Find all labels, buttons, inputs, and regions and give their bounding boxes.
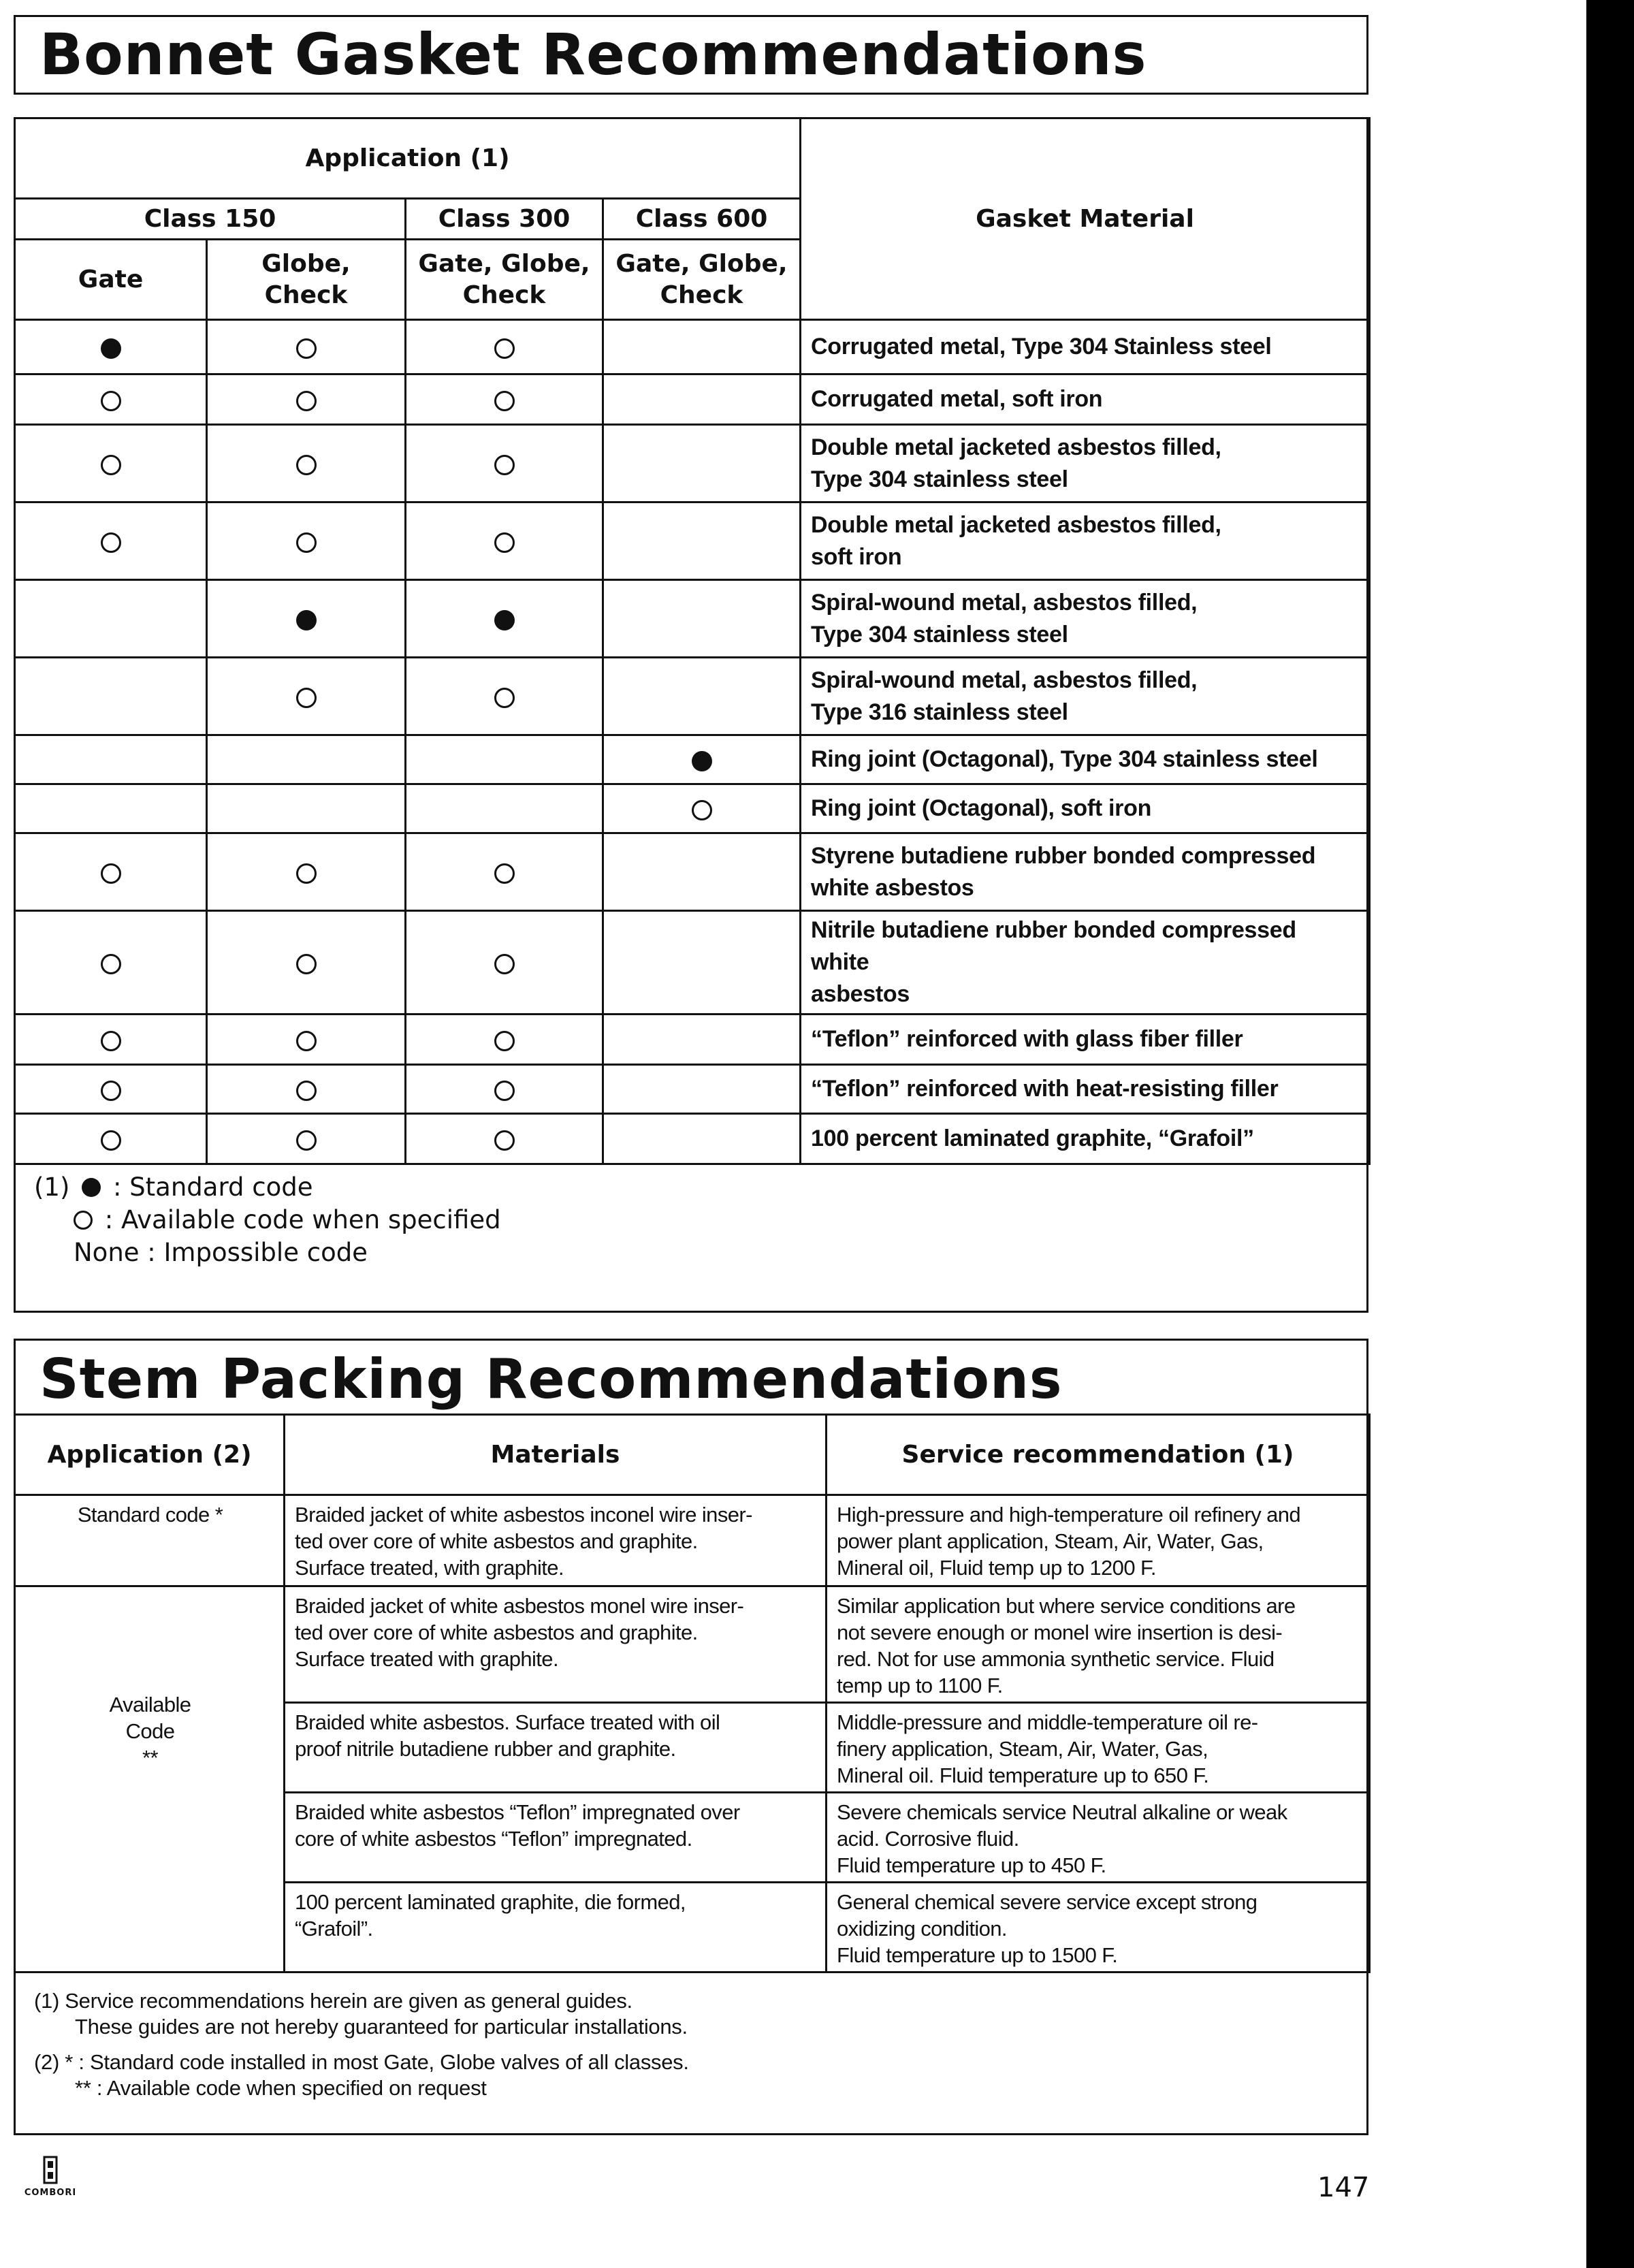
class-cell [207, 502, 406, 580]
gasket-material: 100 percent laminated graphite, “Grafoil” [801, 1114, 1370, 1164]
bonnet-title: Bonnet Gasket Recommendations [39, 21, 1147, 88]
class-cell [603, 911, 801, 1015]
gasket-row [15, 1015, 1370, 1065]
class-cell [603, 580, 801, 658]
open-circle-icon [296, 532, 317, 553]
gasket-material: Spiral-wound metal, asbestos filled, Type 304 stainless steel [801, 580, 1370, 658]
open-circle-icon [494, 1130, 515, 1151]
gasket-material: Corrugated metal, soft iron [801, 374, 1370, 425]
packing-service: High-pressure and high-temperature oil refinery and power plant application, Steam, Air, Water, Gas, Mineral oil, Fluid temp up to 1200 F. [827, 1495, 1370, 1586]
class-cell [603, 1065, 801, 1114]
open-circle-icon [101, 1031, 121, 1051]
class-cell [207, 1015, 406, 1065]
open-circle-icon [494, 532, 515, 553]
open-circle-icon [74, 1211, 93, 1230]
binding-edge [1586, 0, 1634, 2268]
open-circle-icon [296, 1130, 317, 1151]
class-cell [207, 425, 406, 502]
packing-material: Braided jacket of white asbestos monel wire inser- ted over core of white asbestos and graphite. Surface treated with graphite. [285, 1586, 827, 1703]
open-circle-icon [494, 391, 515, 411]
open-circle-icon [494, 455, 515, 475]
class-cell [15, 833, 207, 911]
open-circle-icon [101, 1081, 121, 1101]
packing-material: 100 percent laminated graphite, die formed, “Grafoil”. [285, 1883, 827, 1972]
gasket-material: Ring joint (Octagonal), soft iron [801, 784, 1370, 833]
filled-circle-icon [101, 338, 121, 359]
class-cell [15, 320, 207, 374]
class-cell [603, 784, 801, 833]
class-cell [15, 1015, 207, 1065]
class-cell [603, 658, 801, 735]
class-cell [406, 374, 603, 425]
class-cell [406, 1065, 603, 1114]
class-cell [15, 1114, 207, 1164]
gasket-material: “Teflon” reinforced with heat-resisting filler [801, 1065, 1370, 1114]
open-circle-icon [494, 338, 515, 359]
stem-title: Stem Packing Recommendations [39, 1347, 1063, 1411]
open-circle-icon [494, 1031, 515, 1051]
class-cell [406, 1114, 603, 1164]
open-circle-icon [296, 391, 317, 411]
open-circle-icon [101, 863, 121, 884]
note-1b: These guides are not hereby guaranteed for particular installations. [75, 2015, 688, 2039]
gasket-row [15, 1065, 1370, 1114]
gasket-row [15, 833, 1370, 911]
header-application-2: Application (2) [15, 1415, 285, 1495]
class-cell [406, 425, 603, 502]
legend-prefix: (1) [34, 1172, 70, 1202]
class-cell [603, 374, 801, 425]
packing-material: Braided jacket of white asbestos inconel wire inser- ted over core of white asbestos and graphite. Surface treated, with graphite. [285, 1495, 827, 1586]
legend-none: None : Impossible code [74, 1238, 368, 1267]
company-logo [10, 2156, 91, 2198]
gasket-row [15, 502, 1370, 580]
class-cell [406, 833, 603, 911]
class-cell [207, 735, 406, 784]
header-gate-globe-check-600: Gate, Globe, Check [603, 240, 801, 320]
available-code-cell: Available Code ** [15, 1586, 285, 1972]
note-1a: (1) Service recommendations herein are given as general guides. [34, 1989, 632, 2013]
class-cell [406, 502, 603, 580]
class-cell [207, 784, 406, 833]
header-class-300: Class 300 [406, 199, 603, 240]
class-cell [603, 1114, 801, 1164]
bonnet-gasket-table [14, 117, 1371, 1165]
open-circle-icon [101, 954, 121, 974]
header-service: Service recommendation (1) [827, 1415, 1370, 1495]
class-cell [207, 833, 406, 911]
class-cell [15, 580, 207, 658]
class-cell [603, 425, 801, 502]
class-cell [603, 735, 801, 784]
logo-text: COMBORI [24, 2188, 77, 2198]
open-circle-icon [101, 532, 121, 553]
gasket-row [15, 1114, 1370, 1164]
note-2a: (2) * : Standard code installed in most Gate, Globe valves of all classes. [34, 2050, 689, 2074]
header-globe-check: Globe, Check [207, 240, 406, 320]
class-cell [207, 1065, 406, 1114]
header-class-150: Class 150 [15, 199, 406, 240]
open-circle-icon [494, 954, 515, 974]
header-gate: Gate [15, 240, 207, 320]
gasket-material: Ring joint (Octagonal), Type 304 stainless steel [801, 735, 1370, 784]
packing-service: Middle-pressure and middle-temperature oil re- finery application, Steam, Air, Water, Gas, Mineral oil. Fluid temperature up to 650 F. [827, 1703, 1370, 1793]
open-circle-icon [101, 1130, 121, 1151]
open-circle-icon [494, 863, 515, 884]
open-circle-icon [296, 1031, 317, 1051]
open-circle-icon [296, 688, 317, 708]
filled-circle-icon [82, 1178, 101, 1197]
class-cell [15, 374, 207, 425]
open-circle-icon [296, 455, 317, 475]
open-circle-icon [296, 338, 317, 359]
gasket-material: Corrugated metal, Type 304 Stainless steel [801, 320, 1370, 374]
class-cell [15, 425, 207, 502]
packing-material: Braided white asbestos. Surface treated with oil proof nitrile butadiene rubber and graphite. [285, 1703, 827, 1793]
gasket-row [15, 658, 1370, 735]
gasket-row [15, 784, 1370, 833]
class-cell [15, 502, 207, 580]
class-cell [603, 833, 801, 911]
class-cell [406, 320, 603, 374]
gasket-material: Double metal jacketed asbestos filled, Type 304 stainless steel [801, 425, 1370, 502]
header-gate-globe-check-300: Gate, Globe, Check [406, 240, 603, 320]
packing-service: General chemical severe service except strong oxidizing condition. Fluid temperature up to 1500 F. [827, 1883, 1370, 1972]
gasket-row [15, 425, 1370, 502]
class-cell [406, 735, 603, 784]
class-cell [15, 1065, 207, 1114]
legend-standard: : Standard code [112, 1172, 313, 1202]
gasket-material: Double metal jacketed asbestos filled, soft iron [801, 502, 1370, 580]
class-cell [406, 658, 603, 735]
class-cell [406, 784, 603, 833]
gasket-material: Nitrile butadiene rubber bonded compressed white asbestos [801, 911, 1370, 1015]
bonnet-legend [34, 1171, 501, 1269]
gasket-material: Styrene butadiene rubber bonded compressed white asbestos [801, 833, 1370, 911]
header-class-600: Class 600 [603, 199, 801, 240]
open-circle-icon [692, 800, 712, 820]
class-cell [15, 911, 207, 1015]
open-circle-icon [494, 1081, 515, 1101]
gasket-row [15, 320, 1370, 374]
class-cell [406, 911, 603, 1015]
class-cell [207, 658, 406, 735]
class-cell [15, 735, 207, 784]
page-number: 147 [1317, 2172, 1370, 2203]
stem-notes [34, 1988, 689, 2101]
stem-packing-table [14, 1413, 1371, 1973]
header-application: Application (1) [15, 118, 801, 199]
gasket-row [15, 735, 1370, 784]
open-circle-icon [101, 391, 121, 411]
header-materials: Materials [285, 1415, 827, 1495]
logo-mark-icon [42, 2156, 59, 2184]
open-circle-icon [101, 455, 121, 475]
note-2b: ** : Available code when specified on request [75, 2076, 487, 2100]
class-cell [207, 911, 406, 1015]
packing-service: Severe chemicals service Neutral alkaline or weak acid. Corrosive fluid. Fluid temperature up to 450 F. [827, 1793, 1370, 1883]
class-cell [603, 502, 801, 580]
filled-circle-icon [296, 610, 317, 630]
class-cell [15, 658, 207, 735]
standard-code-cell: Standard code * [15, 1495, 285, 1586]
class-cell [15, 784, 207, 833]
legend-available: : Available code when specified [104, 1205, 501, 1234]
open-circle-icon [296, 1081, 317, 1101]
class-cell [207, 580, 406, 658]
class-cell [406, 1015, 603, 1065]
filled-circle-icon [692, 751, 712, 771]
gasket-row [15, 580, 1370, 658]
open-circle-icon [296, 863, 317, 884]
class-cell [207, 320, 406, 374]
filled-circle-icon [494, 610, 515, 630]
class-cell [207, 374, 406, 425]
gasket-row [15, 374, 1370, 425]
open-circle-icon [494, 688, 515, 708]
gasket-row [15, 911, 1370, 1015]
gasket-material: “Teflon” reinforced with glass fiber filler [801, 1015, 1370, 1065]
header-gasket-material: Gasket Material [801, 118, 1370, 320]
gasket-material: Spiral-wound metal, asbestos filled, Type 316 stainless steel [801, 658, 1370, 735]
packing-material: Braided white asbestos “Teflon” impregnated over core of white asbestos “Teflon” impregnated. [285, 1793, 827, 1883]
class-cell [603, 1015, 801, 1065]
packing-service: Similar application but where service conditions are not severe enough or monel wire insertion is desi- red. Not for use ammonia synthetic service. Fluid temp up to 1100 F. [827, 1586, 1370, 1703]
class-cell [406, 580, 603, 658]
open-circle-icon [296, 954, 317, 974]
class-cell [207, 1114, 406, 1164]
class-cell [603, 320, 801, 374]
